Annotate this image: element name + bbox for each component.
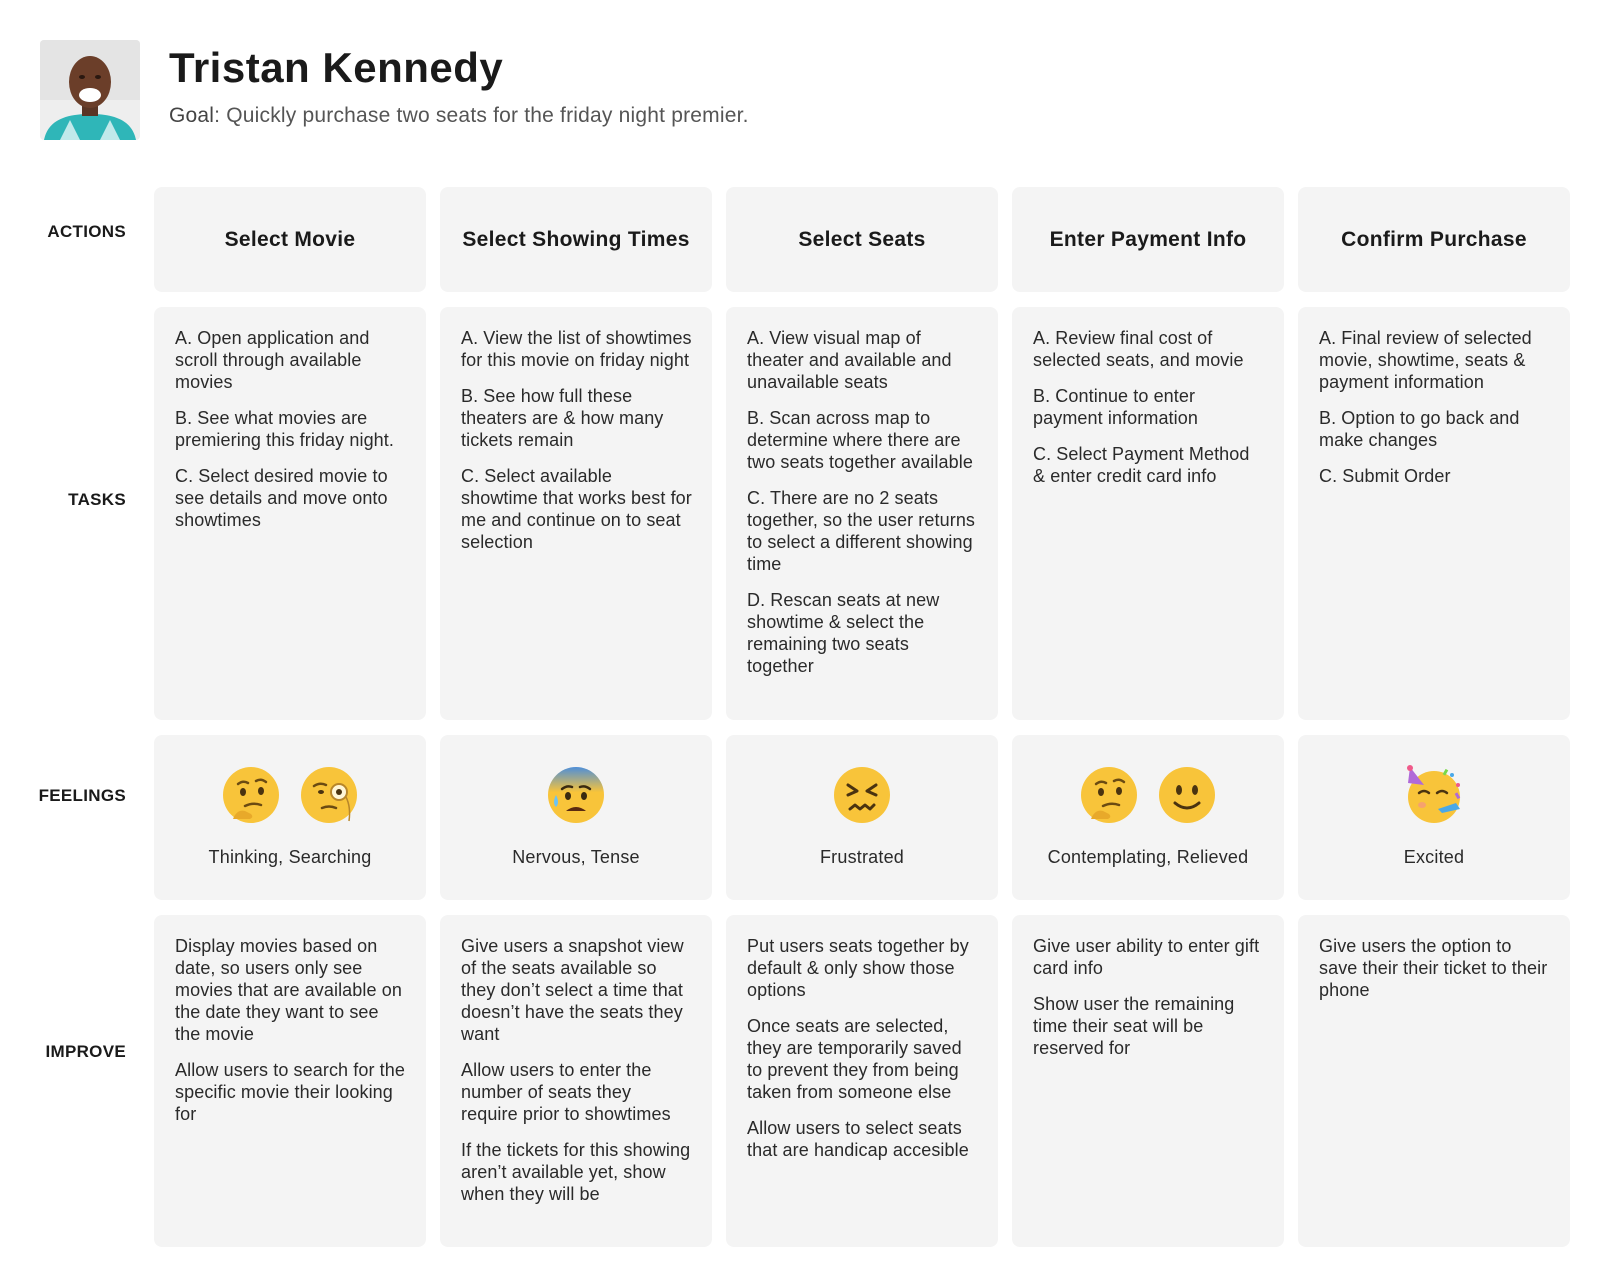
- monocle-face-icon: [299, 765, 359, 825]
- improve-item: Give users a snapshot view of the seats available so they don’t select a time that doesn’t have the seats they want: [461, 936, 684, 1044]
- task-item: A. View the list of showtimes for this movie on friday night: [461, 328, 692, 370]
- improve-item: Display movies based on date, so users only see movies that are available on the date they want to see the movie: [175, 936, 402, 1044]
- task-item: C. Select desired movie to see details and move onto showtimes: [175, 466, 388, 530]
- improve-item: Give user ability to enter gift card info: [1033, 936, 1260, 978]
- partying-face-icon: [1404, 765, 1464, 825]
- improve-card: [154, 915, 426, 1247]
- task-item: B. Continue to enter payment information: [1033, 386, 1198, 428]
- task-item: B. See what movies are premiering this friday night.: [175, 408, 394, 450]
- improve-card: [440, 915, 712, 1247]
- action-card: [154, 187, 426, 292]
- improve-item: Allow users to search for the specific movie their looking for: [175, 1060, 406, 1124]
- improve-card: [1012, 915, 1284, 1247]
- thinking-face-icon: [1079, 765, 1139, 825]
- task-item: B. See how full these theaters are & how many tickets remain: [461, 386, 664, 450]
- task-item: D. Rescan seats at new showtime & select the remaining two seats together: [747, 590, 940, 676]
- feeling-label: Contemplating, Relieved: [1047, 847, 1249, 867]
- task-item: A. View visual map of theater and available and unavailable seats: [747, 328, 952, 392]
- action-card: [726, 187, 998, 292]
- action-title: Confirm Purchase: [1341, 227, 1527, 251]
- feelings-card: [154, 735, 426, 900]
- improve-item: Allow users to enter the number of seats they require prior to showtimes: [461, 1060, 671, 1124]
- task-item: A. Open application and scroll through available movies: [175, 328, 370, 392]
- improve-item: Show user the remaining time their seat will be reserved for: [1033, 994, 1235, 1058]
- task-item: C. Select available showtime that works best for me and continue on to seat selection: [461, 466, 692, 552]
- persona-name: Tristan Kennedy: [169, 44, 504, 91]
- improve-card: [726, 915, 998, 1247]
- task-item: B. Scan across map to determine where there are two seats together available: [747, 408, 973, 472]
- improve-item: Allow users to select seats that are handicap accesible: [747, 1118, 969, 1160]
- task-item: A. Review final cost of selected seats, and movie: [1033, 328, 1244, 370]
- goal-text: : Quickly purchase two seats for the friday night premier.: [214, 104, 749, 127]
- feelings-card: [1012, 735, 1284, 900]
- feelings-card: [440, 735, 712, 900]
- task-item: C. Submit Order: [1319, 466, 1451, 486]
- improve-item: Once seats are selected, they are temporarily saved to prevent they from being taken from someone else: [747, 1016, 962, 1102]
- action-card: [1298, 187, 1570, 292]
- tasks-card: [1298, 307, 1570, 720]
- improve-item: Put users seats together by default & only show those options: [747, 936, 969, 1000]
- goal-label: Goal: [169, 104, 215, 127]
- slightly-smiling-face-icon: [1157, 765, 1217, 825]
- anxious-face-icon: [546, 765, 606, 825]
- row-label-actions: ACTIONS: [47, 222, 126, 241]
- action-title: Select Showing Times: [462, 227, 690, 251]
- action-card: [1012, 187, 1284, 292]
- thinking-face-icon: [221, 765, 281, 825]
- action-card: [440, 187, 712, 292]
- row-label-tasks: TASKS: [68, 490, 126, 509]
- improve-item: Give users the option to save their their ticket to their phone: [1319, 936, 1548, 1000]
- action-title: Enter Payment Info: [1049, 227, 1247, 251]
- action-title: Select Seats: [798, 227, 926, 251]
- improve-item: If the tickets for this showing aren’t available yet, show when they will be: [461, 1140, 691, 1204]
- persona-goal: [169, 104, 749, 128]
- feelings-card: [1298, 735, 1570, 900]
- task-item: C. There are no 2 seats together, so the user returns to select a different showing time: [747, 488, 976, 574]
- feeling-label: Excited: [1403, 847, 1465, 867]
- action-title: Select Movie: [224, 227, 356, 251]
- persona-avatar: [40, 40, 140, 140]
- tasks-card: [1012, 307, 1284, 720]
- feeling-label: Frustrated: [819, 847, 905, 867]
- feelings-card: [726, 735, 998, 900]
- feeling-label: Nervous, Tense: [512, 847, 640, 867]
- tasks-card: [726, 307, 998, 720]
- feeling-label: Thinking, Searching: [208, 847, 372, 867]
- tasks-card: [440, 307, 712, 720]
- tasks-card: [154, 307, 426, 720]
- improve-card: [1298, 915, 1570, 1247]
- task-item: A. Final review of selected movie, showtime, seats & payment information: [1319, 328, 1532, 392]
- task-item: B. Option to go back and make changes: [1319, 408, 1520, 450]
- confounded-face-icon: [832, 765, 892, 825]
- task-item: C. Select Payment Method & enter credit card info: [1033, 444, 1250, 486]
- row-label-improve: IMPROVE: [45, 1042, 126, 1061]
- row-label-feelings: FEELINGS: [38, 786, 126, 805]
